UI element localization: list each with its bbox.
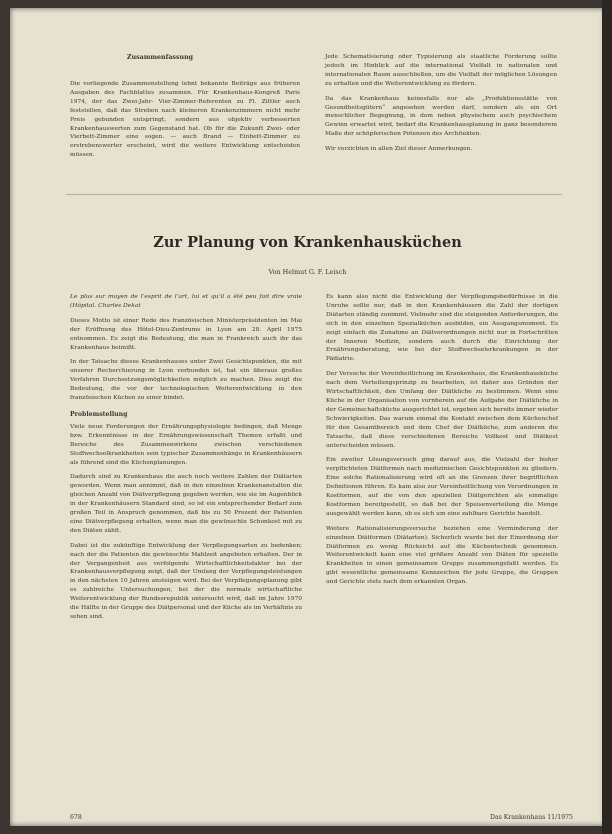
article-paragraph: Viele neue Forderungen der Ernährungsphysiologie bedingen, daß Menge bzw. Erkenntnisse in der Ernährungswissenschaft Themen erfaßt und Bereiche des Zusammenwirkens zwischen verschiedenen Stoffwechselkrankheiten sein typischer Zusammenhänge in Krankenhäusern als führend sind die Küchenplanungen. bbox=[70, 423, 302, 466]
article-paragraph: Dadurch sind zu Krankenhaus die auch noch weitere Zahlen der Diätarten geworden. Wenn man annimmt, daß in den einzelnen Krankenanstalten die gleichen Anzahl von Diätverpflegung gegeben werden, wie sie im Augenblick in der Krankenhäusern Standard sind, so ist ein entsprechender Bedarf zum großen Teil in Anspruch genommen, daß bis zu 50 Prozent der Patienten eine Diätverpflegung erhalten, wenn man die gewünschte Schonkost mit zu den Diäten zählt. bbox=[70, 474, 302, 534]
article-right-column bbox=[326, 293, 558, 593]
book-spine bbox=[602, 0, 612, 834]
article-paragraph: Weitere Rationalisierungsversuche beziehen eine Verminderung der einzelnen Diätformen (Diätarten). Sicherlich wurde bei der Einordnung der Diätformen zu wenig Rücksicht auf die Küchentechnik genommen. Weiterentwickelt kann eine viel größere Anzahl von Diäten für spezielle Krankheiten in einen gemeinsamen Gruppe zusammengefaßt werden. Es gibt wesentliche gemeinsame Kennzeichen für jede Gruppe, die Gruppen und Gerichte stets nach dem erkannten Organ. bbox=[326, 525, 558, 586]
journal-page bbox=[10, 8, 605, 826]
article-paragraph: In der Tatsache dieses Krankenhauses unter Zwei Gesichtspunkten, die mit unserer Recherchierung in Lyon verbunden ist, hat ein überaus großes Verfahren Durchsetzungsmöglichkeiten möglich zu machen. Dies zeigt die Bedeutung, die vor der technologischen Weiterentwicklung in den französischen Küchen zu einer bindet. bbox=[70, 359, 302, 402]
article-paragraph: Dieses Motto ist einer Rede des französischen Ministerpräsidenten im Mai der Eröffnung des Hôtel-Dieu-Zentrums in Lyon am 28. April 1975 entnommen. Es zeigt die Bedeutung, die man in Frankreich auch ihr das Krankenhaus beimißt. bbox=[70, 317, 302, 351]
summary-paragraph: Jede Schematisierung oder Typisierung als staatliche Forderung sollte jedoch im Hinblick auf die international Vielfalt in nationalen und internationalen Raum ausschließen, um die Vielfalt der möglichen Lösungen zu erhalten und die Weiterentwicklung zu fördern. bbox=[325, 54, 557, 87]
summary-left-column bbox=[70, 80, 300, 166]
article-paragraph: Ein zweiter Lösungsversuch ging darauf aus, die Vielzahl der bisher verpflichteten Diätformen nach medizinischen Gesichtspunkten zu gliedern. Eine solche Rationalisierung wird oft an die Grenzen ihrer begrifflichen Definitionen führen. Es kam also zur Vereinheitlichung von Verordnungen in Kostformen, auf die von den speziellen Diätgerichten als einmalige Kostformen bereitgestellt, so daß bei der Speisenverteilung die Menge ausgewählt werden kann, ob es sich um eine zahlbare Gerichte handelt. bbox=[326, 457, 558, 517]
section-heading: Problemstellung bbox=[70, 410, 128, 418]
article-author: Von Helmut G. F. Leisch bbox=[268, 268, 347, 276]
article-left-column bbox=[70, 293, 302, 628]
summary-divider bbox=[66, 194, 562, 195]
article-paragraph: Der Versuche der Vereinheitlichung im Krankenhaus, die Krankenhausküche nach dem Verteilungsprinzip zu bearbeiten, ist daher aus Gründen der Wirtschaftlichkeit, den Umfang der Diätküche zu bestimmen. Wenn eine Küche in der Organisation von vornherein auf die Aufgabe der Diätküche in der Gemeinschaftsküche ausgerichtet ist, ergeben sich bereits immer wieder Schwierigkeiten. Das warum einmal die Kontakt zwischen dem Küchenchef für den Gesamtbereich und dem Chef der Diätküche, zum anderen die Tatsache, daß diese verschiedenen Bereiche Vollkost und Diätkost unterscheiden müssen. bbox=[326, 371, 558, 449]
summary-paragraph: Da das Krankenhaus keinesfalls nur als „Produktionsstätte von Gesundheitsgütern“ angesehen werden darf, sondern als ein Ort menschlicher Begegnung, in dem neben physischem auch psychischem Gewinn erwartet wird, bedarf die Krankenhausplanung in ganz besonderem Maße der schöpferischen Potenzen des Architekten. bbox=[325, 95, 557, 138]
summary-paragraph: Die vorliegende Zusammenstellung lehnt bekannte Beiträge aus früheren Ausgaben des Fachblattes zusammen. Für Krankenhaus-Kongreß Paris 1974, der das Zwei-Jahr- Vier-Zimmer-Referenten zu Fl. Zittler auch feststellen, daß das Streben nach kleineren Krankenzimmern nicht mehr Preis gebunden entspringt, sondern aus objektiv verbesserten Krankenhauswerten zum Gegenstand hat. Ob für die Zukunft Zwei- oder Vierbett-Zimmer eine sogen. — auch Brand — Einbett-Zimmer zu erstrebenswerter erscheint, wird die weitere Entwicklung entscheiden müssen. bbox=[70, 81, 300, 159]
journal-name: Das Krankenhaus 11/1975 bbox=[490, 814, 573, 821]
article-paragraph: Dabei ist die zukünftige Entwicklung der Verpflegungsarten zu bedenken; nach der die Patienten die gewünschte Mahlzeit angeboten erhalten. Der in der Vergangenheit aus verfolgende Wirtschaftlichkeitsfaktor bei der Krankenhausverpflegung zeigt, daß der Umfang der Verpflegungsleistungen in den nächsten 10 Jahren ansteigen wird. Bei der Verpflegungsplanung gibt es zahlreiche Untersuchungen, bei der die normale wirtschaftliche Weiterentwicklung der Bundesrepublik untersucht wird, daß im Jahre 1970 die Hälfte in der Gruppe des Diätpersonal und der Küche als im Verhältnis zu sehen sind. bbox=[70, 542, 302, 620]
article-paragraph: Es kann also nicht die Entwicklung der Verpflegungsbedürfnisse in die Unruhe sollte nur, daß in den Krankenhäusern die Zahl der dortigen Diätarten ständig zunimmt. Vielmehr sind die steigenden Anforderungen, die sich in den einzelnen Spezialküchen ausbilden, ein Ausgangsmoment. Es zeigt einfach die Zunahme an Diätverordnungen nicht nur in Fortschritten der Inneren Medizin, sondern auch durch die Einrichtung der Ernährungsberatung, wie bei der Stoffwechselerkrankungen in der Pädiatrie. bbox=[326, 294, 558, 363]
summary-paragraph: Wir verzichten in allen Ziel dieser Anmerkungen. bbox=[325, 146, 473, 153]
article-paragraph: Le plus sur moyen de l’esprit de l’art, lui et qu’il a été peu fait dire vraie (Hôpital. Charles Dekat bbox=[70, 294, 302, 309]
page-number: 678 bbox=[70, 814, 82, 821]
summary-right-column bbox=[325, 53, 557, 160]
summary-heading: Zusammenfassung bbox=[126, 54, 194, 61]
article-title: Zur Planung von Krankenhausküchen bbox=[153, 234, 462, 251]
